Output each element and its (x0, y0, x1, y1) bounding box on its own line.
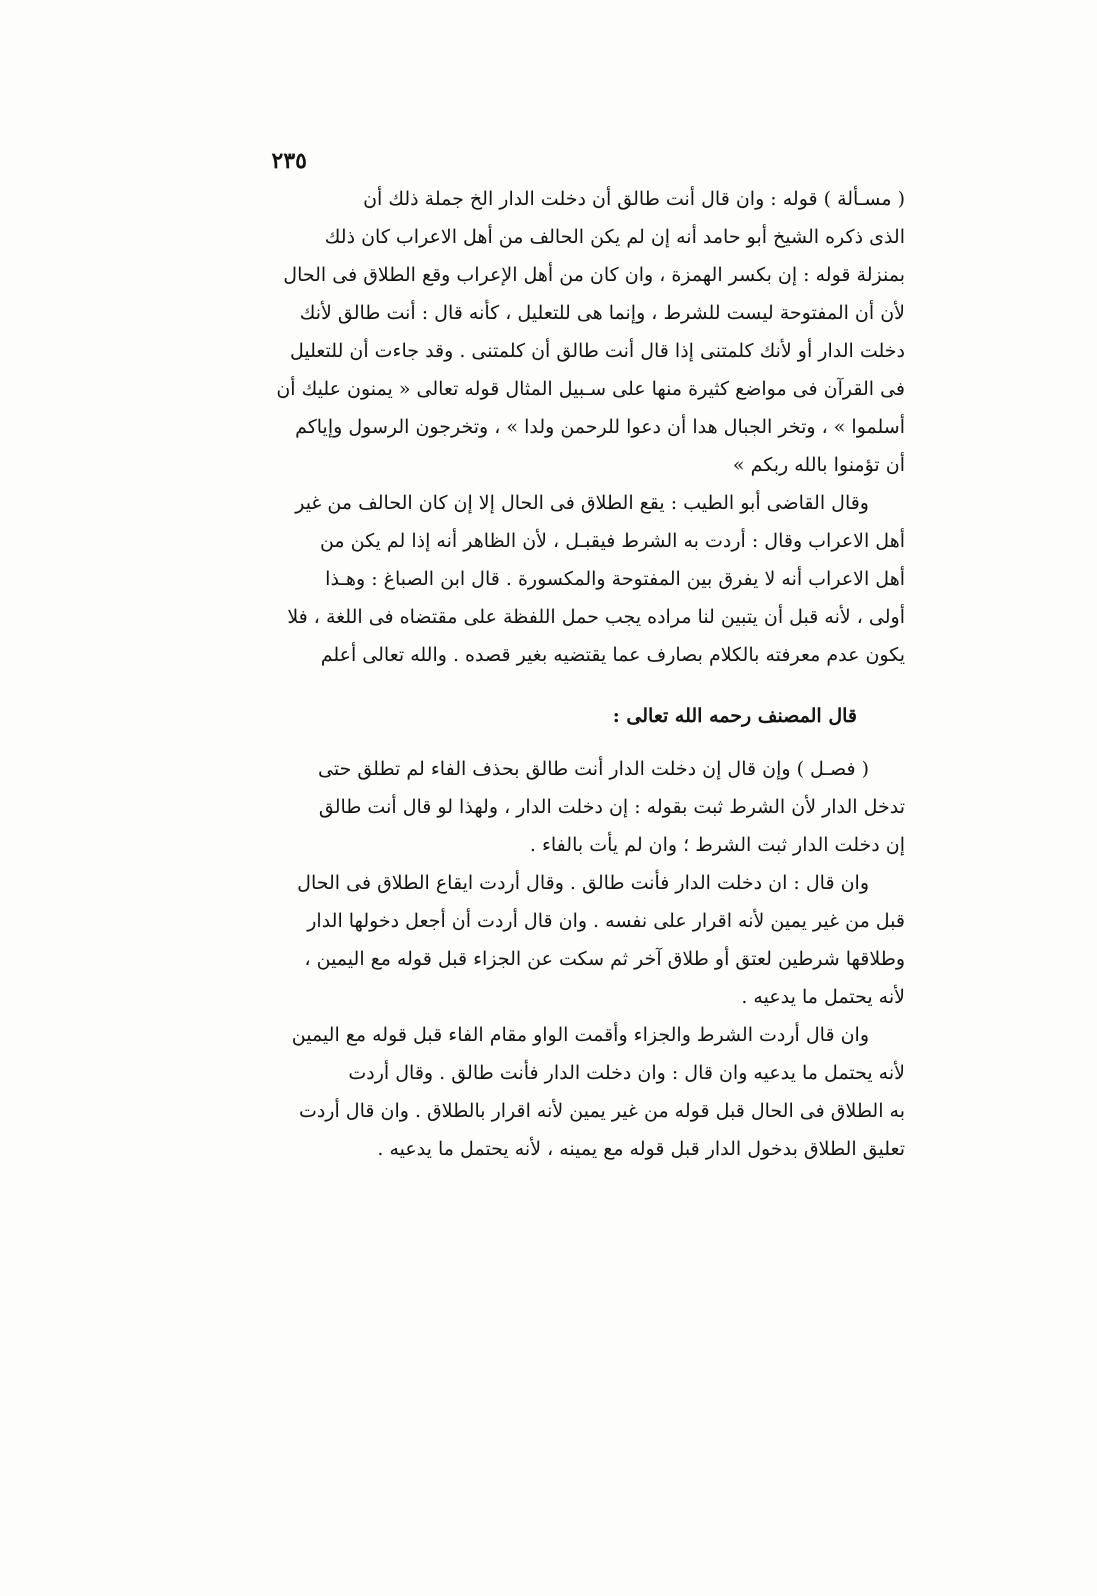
text-line: لأنه يحتمل ما يدعيه . (741, 986, 905, 1008)
text-line: إن دخلت الدار ثبت الشرط ؛ وان لم يأت بالفاء . (529, 834, 905, 856)
paragraph-masala (195, 180, 905, 484)
spacer (195, 736, 905, 750)
text-line: بمنزلة قوله : إن بكسر الهمزة ، وان كان من أهل الإعراب وقع الطلاق فى الحال (283, 264, 905, 286)
text-line: ( فصـل ) وإن قال إن دخلت الدار أنت طالق بحذف الفاء لم تطلق حتى (317, 758, 869, 780)
paragraph-fasl (195, 750, 905, 864)
paragraph-waw (195, 1016, 905, 1168)
paragraph-qadi-abu-tayyib (195, 484, 905, 674)
page-body (195, 180, 905, 1168)
text-line: وقال القاضى أبو الطيب : يقع الطلاق فى الحال إلا إن كان الحالف من غير (295, 492, 869, 514)
text-line: أهل الاعراب وقال : أردت به الشرط فيقبـل ، لأن الظاهر أنه إذا لم يكن من (319, 530, 905, 552)
text-line: تعليق الطلاق بدخول الدار قبل قوله مع يمينه ، لأنه يحتمل ما يدعيه . (377, 1138, 905, 1160)
paragraph-fa (195, 864, 905, 1016)
text-line: أولى ، لأنه قبل أن يتبين لنا مراده يجب حمل اللفظة على مقتضاه فى اللغة ، فلا (287, 606, 905, 628)
text-line: الذى ذكره الشيخ أبو حامد أنه إن لم يكن الحالف من أهل الاعراب كان ذلك (324, 226, 905, 248)
text-line: لأنه يحتمل ما يدعيه وان قال : وان دخلت الدار فأنت طالق . وقال أردت (348, 1062, 905, 1084)
text-line: يكون عدم معرفته بالكلام بصارف عما يقتضيه بغير قصده . والله تعالى أعلم (320, 644, 905, 666)
spacer (195, 674, 905, 696)
text-line: أن تؤمنوا بالله ربكم » (732, 454, 905, 476)
text-line: أسلموا » ، وتخر الجبال هدا أن دعوا للرحمن ولدا » ، وتخرجون الرسول وإياكم (295, 416, 905, 438)
text-line: أهل الاعراب أنه لا يفرق بين المفتوحة والمكسورة . قال ابن الصباغ : وهـذا (325, 568, 905, 590)
text-line: قبل من غير يمين لأنه اقرار على نفسه . وان قال أردت أن أجعل دخولها الدار (307, 910, 905, 932)
text-line: ( مسـألة ) قوله : وان قال أنت طالق أن دخلت الدار الخ جملة ذلك أن (363, 188, 905, 210)
text-line: فى القرآن فى مواضع كثيرة منها على سـبيل المثال قوله تعالى « يمنون عليك أن (276, 378, 905, 400)
text-line: وان قال : ان دخلت الدار فأنت طالق . وقال أردت ايقاع الطلاق فى الحال (297, 872, 869, 894)
text-line: وان قال أردت الشرط والجزاء وأقمت الواو مقام الفاء قبل قوله مع اليمين (291, 1024, 869, 1046)
text-line: به الطلاق فى الحال قبل قوله من غير يمين لأنه اقرار بالطلاق . وان قال أردت (298, 1100, 905, 1122)
text-line: دخلت الدار أو لأنك كلمتنى إذا قال أنت طالق أن كلمتنى . وقد جاءت أن للتعليل (289, 340, 905, 362)
section-heading: قال المصنف رحمه الله تعالى : (612, 705, 857, 727)
text-line: تدخل الدار لأن الشرط ثبت بقوله : إن دخلت الدار ، ولهذا لو قال أنت طالق (318, 796, 905, 818)
text-line: لأن أن المفتوحة ليست للشرط ، وإنما هى للتعليل ، كأنه قال : أنت طالق لأنك (299, 302, 905, 324)
text-line: وطلاقها شرطين لعتق أو طلاق آخر ثم سكت عن الجزاء قبل قوله مع اليمين ، (304, 948, 905, 970)
page-number: ٢٣٥ (271, 148, 307, 174)
